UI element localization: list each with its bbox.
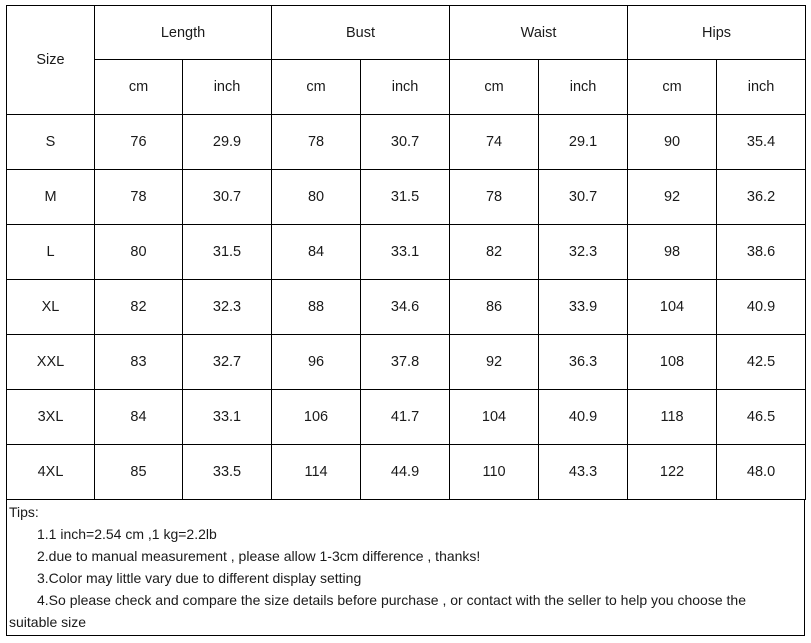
measurement-cell: 86 [450,280,539,335]
measurement-cell: 92 [450,335,539,390]
measurement-cell: 30.7 [183,170,272,225]
measurement-cell: 38.6 [717,225,806,280]
measurement-cell: 122 [628,445,717,500]
table-row [7,390,806,445]
measurement-cell: 30.7 [539,170,628,225]
unit-header-row [7,60,806,115]
measurement-cell: 84 [272,225,361,280]
size-cell: 4XL [7,445,95,500]
measurement-cell: 82 [450,225,539,280]
measurement-cell: 33.1 [183,390,272,445]
measurement-cell: 30.7 [361,115,450,170]
measurement-cell: 80 [95,225,183,280]
measurement-cell: 37.8 [361,335,450,390]
size-cell: S [7,115,95,170]
group-header-hips: Hips [628,6,806,60]
unit-header: inch [183,60,272,115]
table-row [7,445,806,500]
unit-header: inch [539,60,628,115]
measurement-cell: 108 [628,335,717,390]
tip-line-continuation: suitable size [9,614,87,630]
measurement-cell: 32.3 [183,280,272,335]
size-chart-table [6,5,806,500]
measurement-cell: 46.5 [717,390,806,445]
measurement-cell: 33.9 [539,280,628,335]
measurement-cell: 80 [272,170,361,225]
measurement-cell: 40.9 [539,390,628,445]
measurement-cell: 76 [95,115,183,170]
measurement-cell: 114 [272,445,361,500]
measurement-cell: 118 [628,390,717,445]
table-row [7,115,806,170]
unit-header: cm [272,60,361,115]
group-header-row [7,6,806,60]
measurement-cell: 41.7 [361,390,450,445]
unit-header: cm [450,60,539,115]
measurement-cell: 40.9 [717,280,806,335]
measurement-cell: 85 [95,445,183,500]
measurement-cell: 29.9 [183,115,272,170]
tips-title: Tips: [9,504,39,520]
measurement-cell: 78 [450,170,539,225]
measurement-cell: 42.5 [717,335,806,390]
size-cell: 3XL [7,390,95,445]
tip-line: 2.due to manual measurement , please allow 1-3cm difference , thanks! [37,548,481,564]
tip-line: 3.Color may little vary due to different display setting [37,570,362,586]
table-row [7,225,806,280]
measurement-cell: 96 [272,335,361,390]
measurement-cell: 84 [95,390,183,445]
measurement-cell: 82 [95,280,183,335]
measurement-cell: 35.4 [717,115,806,170]
group-header-waist: Waist [450,6,628,60]
group-header-length: Length [95,6,272,60]
measurement-cell: 33.1 [361,225,450,280]
measurement-cell: 106 [272,390,361,445]
measurement-cell: 32.3 [539,225,628,280]
size-cell: L [7,225,95,280]
measurement-cell: 110 [450,445,539,500]
measurement-cell: 48.0 [717,445,806,500]
measurement-cell: 36.3 [539,335,628,390]
measurement-cell: 78 [95,170,183,225]
tip-line: 4.So please check and compare the size details before purchase , or contact with the seller to help you choose the [37,592,746,608]
size-cell: M [7,170,95,225]
measurement-cell: 43.3 [539,445,628,500]
unit-header: cm [95,60,183,115]
measurement-cell: 34.6 [361,280,450,335]
size-cell: XL [7,280,95,335]
unit-header: inch [361,60,450,115]
unit-header: inch [717,60,806,115]
measurement-cell: 31.5 [361,170,450,225]
measurement-cell: 36.2 [717,170,806,225]
unit-header: cm [628,60,717,115]
measurement-cell: 83 [95,335,183,390]
size-column-header: Size [7,6,95,115]
measurement-cell: 31.5 [183,225,272,280]
table-row [7,335,806,390]
measurement-cell: 90 [628,115,717,170]
measurement-cell: 44.9 [361,445,450,500]
measurement-cell: 74 [450,115,539,170]
size-cell: XXL [7,335,95,390]
table-row [7,280,806,335]
measurement-cell: 98 [628,225,717,280]
measurement-cell: 104 [628,280,717,335]
tips-section [6,499,805,636]
measurement-cell: 92 [628,170,717,225]
measurement-cell: 32.7 [183,335,272,390]
tip-line: 1.1 inch=2.54 cm ,1 kg=2.2lb [37,526,217,542]
table-row [7,170,806,225]
measurement-cell: 29.1 [539,115,628,170]
measurement-cell: 33.5 [183,445,272,500]
group-header-bust: Bust [272,6,450,60]
measurement-cell: 88 [272,280,361,335]
measurement-cell: 104 [450,390,539,445]
measurement-cell: 78 [272,115,361,170]
